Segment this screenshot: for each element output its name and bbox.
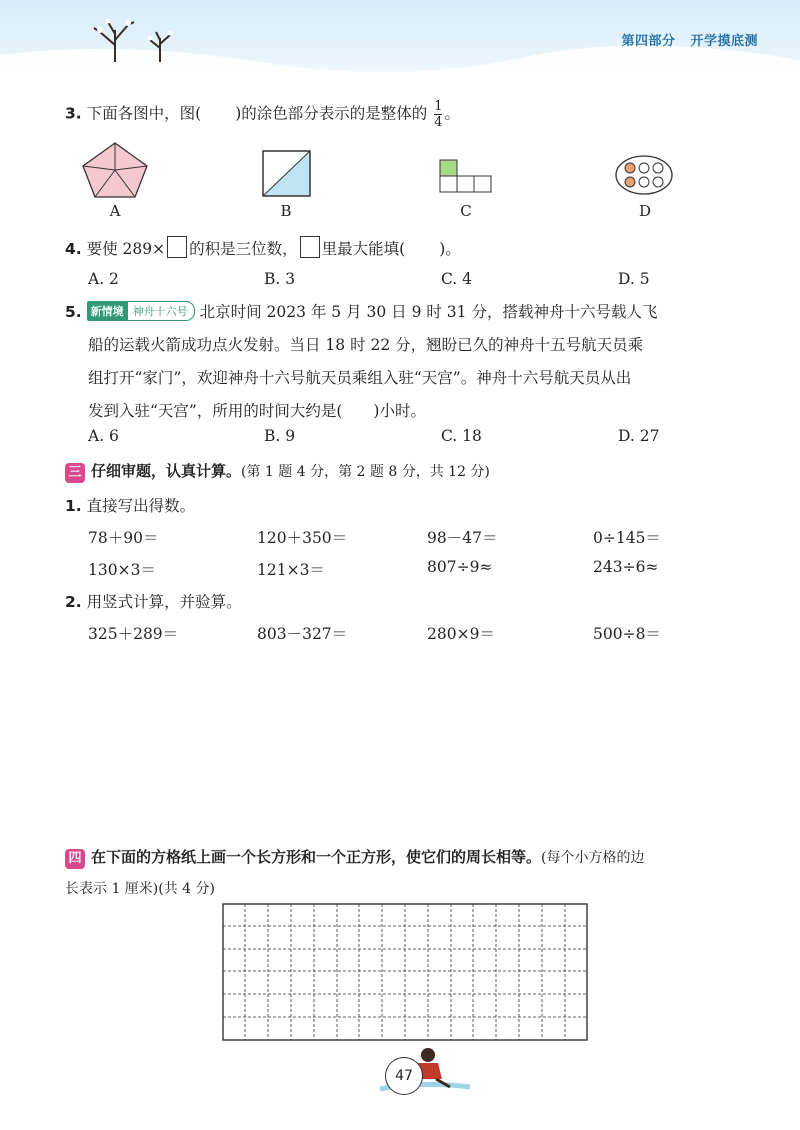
question-4-text-4: )。	[439, 240, 461, 258]
calc-item: 0÷145＝	[593, 529, 661, 547]
question-number: 4.	[65, 240, 82, 258]
question-3-end: 。	[444, 104, 460, 123]
answer-box[interactable]	[167, 236, 187, 258]
fraction-denominator: 4	[434, 115, 443, 130]
calc-item: 78＋90＝	[88, 529, 159, 547]
figure-b-square	[262, 150, 312, 198]
calc-item: 98－47＝	[427, 529, 498, 547]
question-number: 1.	[65, 497, 82, 515]
fraction-one-quarter	[434, 100, 442, 129]
section-3-q2-text: 用竖式计算，并验算。	[86, 593, 242, 611]
section-3-heading	[65, 460, 490, 483]
calc-item: 807÷9≈	[427, 558, 493, 576]
question-5-line-2: 船的运载火箭成功点火发射。当日 18 时 22 分，翘盼已久的神舟十五号航天员乘	[88, 336, 644, 354]
question-5	[65, 300, 657, 322]
question-4-text-1: 要使 289×	[86, 240, 166, 258]
grid-paper[interactable]	[222, 903, 588, 1041]
section-4-note-1: (每个小方格的边	[541, 850, 645, 866]
figure-a-pentagon	[80, 140, 150, 200]
section-4-title: 在下面的方格纸上画一个长方形和一个正方形，使它们的周长相等。	[91, 848, 542, 866]
section-4-note-2: 长表示 1 厘米)(共 4 分)	[65, 881, 216, 897]
question-3-text-b: )的涂色部分表示的是整体的	[235, 104, 428, 123]
page-number: 47	[385, 1057, 423, 1095]
q4-option-a[interactable]: A. 2	[88, 270, 119, 288]
q5-option-b[interactable]: B. 9	[264, 427, 296, 445]
new-situation-tag: 新情境	[87, 301, 128, 321]
header-title	[611, 30, 758, 49]
fraction-numerator: 1	[434, 99, 443, 114]
section-3-q2	[65, 590, 242, 612]
q5-option-a[interactable]: A. 6	[88, 427, 119, 445]
figure-c-l-shape	[438, 158, 494, 194]
question-number: 5.	[65, 303, 82, 321]
q5-option-c[interactable]: C. 18	[441, 427, 482, 445]
figure-label-d: D	[638, 202, 652, 220]
question-5-line-1: 北京时间 2023 年 5 月 30 日 9 时 31 分，搭载神舟十六号载人飞	[199, 303, 658, 321]
section-4-heading	[65, 846, 644, 869]
calc-item: 280×9＝	[427, 625, 495, 643]
header-part: 第四部分	[621, 34, 676, 49]
q4-option-b[interactable]: B. 3	[264, 270, 296, 288]
section-3-points: (第 1 题 4 分，第 2 题 8 分，共 12 分)	[241, 464, 490, 480]
question-5-line-4: 发到入驻“天宫”，所用的时间大约是( )小时。	[88, 402, 426, 420]
topic-tag: 神舟十六号	[126, 301, 195, 321]
section-3-q1	[65, 494, 195, 516]
section-4-icon: 四	[65, 849, 85, 869]
section-3-q1-text: 直接写出得数。	[86, 497, 196, 515]
q5-option-d[interactable]: D. 27	[618, 427, 660, 445]
figure-label-c: C	[460, 202, 472, 220]
question-3-text-a: 下面各图中，图(	[86, 104, 202, 123]
question-number: 2.	[65, 593, 82, 611]
question-5-line-3: 组打开“家门”，欢迎神舟十六号航天员乘组入驻“天宫”。神舟十六号航天员从出	[88, 369, 632, 387]
figure-d-oval	[614, 154, 674, 196]
calc-item: 121×3＝	[257, 561, 325, 579]
calc-item: 325＋289＝	[88, 625, 179, 643]
question-4-text-3: 里最大能填(	[321, 240, 406, 258]
header-test-title: 开学摸底测	[690, 34, 758, 49]
section-3-icon: 三	[65, 463, 85, 483]
question-3	[65, 100, 460, 129]
question-4-text-2: 的积是三位数，	[189, 240, 298, 258]
figure-label-a: A	[109, 202, 121, 220]
figure-label-b: B	[280, 202, 292, 220]
calc-item: 120＋350＝	[257, 529, 348, 547]
calc-item: 500÷8＝	[593, 625, 661, 643]
question-number: 3.	[65, 104, 82, 123]
section-3-title: 仔细审题，认真计算。	[91, 462, 242, 480]
q4-option-c[interactable]: C. 4	[441, 270, 473, 288]
calc-item: 243÷6≈	[593, 558, 659, 576]
calc-item: 130×3＝	[88, 561, 156, 579]
answer-box[interactable]	[300, 236, 320, 258]
q4-option-d[interactable]: D. 5	[618, 270, 650, 288]
calc-item: 803－327＝	[257, 625, 348, 643]
question-4	[65, 236, 461, 259]
